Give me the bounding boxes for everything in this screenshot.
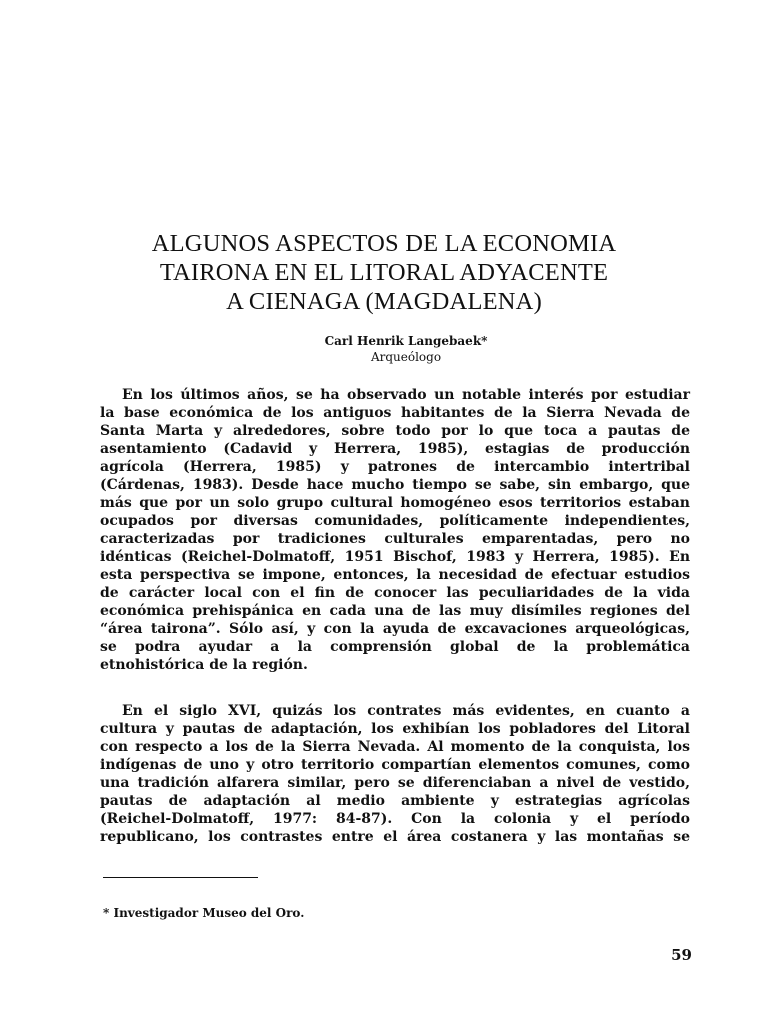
text-line: se podra ayudar a la comprensión global de la problemática bbox=[100, 639, 690, 655]
body-paragraph bbox=[100, 702, 690, 846]
text-line: agrícola (Herrera, 1985) y patrones de intercambio intertribal bbox=[100, 459, 690, 475]
text-line: caracterizadas por tradiciones culturales emparentadas, pero no bbox=[100, 531, 690, 547]
text-line: “área tairona”. Sólo así, y con la ayuda de excavaciones arqueológicas, bbox=[100, 621, 690, 637]
title-line: ALGUNOS ASPECTOS DE LA ECONOMIA bbox=[151, 230, 617, 257]
body-paragraph bbox=[100, 386, 690, 674]
text-line: En los últimos años, se ha observado un notable interés por estudiar bbox=[122, 387, 690, 403]
text-line: una tradición alfarera similar, pero se diferenciaban a nivel de vestido, bbox=[100, 775, 690, 791]
text-line: En el siglo XVI, quizás los contrates más evidentes, en cuanto a bbox=[122, 703, 690, 719]
text-line: indígenas de uno y otro territorio compartían elementos comunes, como bbox=[100, 757, 690, 773]
article-title bbox=[95, 229, 673, 316]
text-line: de carácter local con el fin de conocer las peculiaridades de la vida bbox=[100, 585, 690, 601]
footnote-separator bbox=[103, 877, 258, 878]
author-block bbox=[250, 333, 562, 365]
text-line: esta perspectiva se impone, entonces, la necesidad de efectuar estudios bbox=[100, 567, 690, 583]
author-affiliation: Arqueólogo bbox=[370, 350, 442, 364]
text-line: asentamiento (Cadavid y Herrera, 1985), estagias de producción bbox=[100, 441, 690, 457]
footnote: * Investigador Museo del Oro. bbox=[103, 906, 305, 920]
text-line: (Cárdenas, 1983). Desde hace mucho tiempo se sabe, sin embargo, que bbox=[100, 477, 690, 493]
text-line: republicano, los contrastes entre el área costanera y las montañas se bbox=[100, 829, 690, 845]
text-line: pautas de adaptación al medio ambiente y estrategias agrícolas bbox=[100, 793, 690, 809]
page-number: 59 bbox=[671, 946, 692, 964]
title-line: TAIRONA EN EL LITORAL ADYACENTE bbox=[159, 259, 609, 286]
title-line: A CIENAGA (MAGDALENA) bbox=[226, 288, 542, 315]
text-line: (Reichel-Dolmatoff, 1977: 84-87). Con la colonia y el período bbox=[100, 811, 690, 827]
text-line: más que por un solo grupo cultural homogéneo esos territorios estaban bbox=[100, 495, 690, 511]
text-line: ocupados por diversas comunidades, políticamente independientes, bbox=[100, 513, 690, 529]
text-line: etnohistórica de la región. bbox=[100, 657, 308, 673]
text-line: cultura y pautas de adaptación, los exhibían los pobladores del Litoral bbox=[100, 721, 690, 737]
text-line: económica prehispánica en cada una de las muy disímiles regiones del bbox=[100, 603, 690, 619]
text-line: idénticas (Reichel-Dolmatoff, 1951 Bischof, 1983 y Herrera, 1985). En bbox=[100, 549, 690, 565]
author-name: Carl Henrik Langebaek* bbox=[324, 334, 488, 348]
text-line: Santa Marta y alrededores, sobre todo por lo que toca a pautas de bbox=[100, 423, 690, 439]
text-line: la base económica de los antiguos habitantes de la Sierra Nevada de bbox=[100, 405, 690, 421]
text-line: con respecto a los de la Sierra Nevada. Al momento de la conquista, los bbox=[100, 739, 690, 755]
